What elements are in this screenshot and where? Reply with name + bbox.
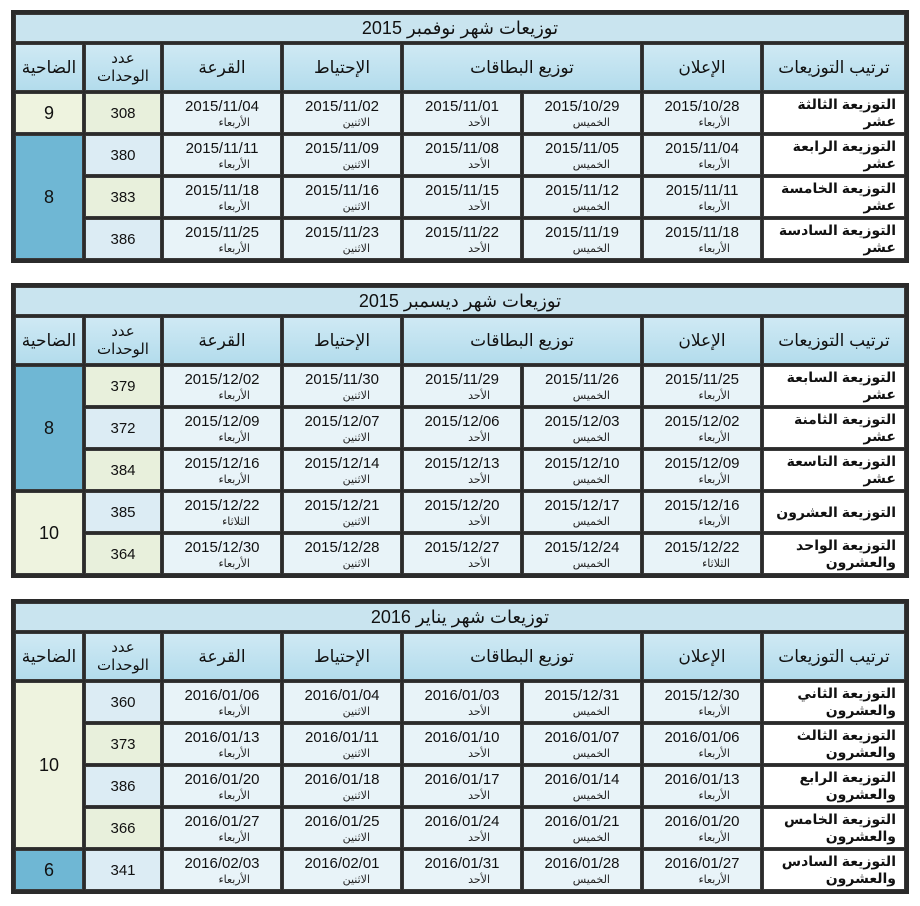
header-reserve: الإحتياط [283, 633, 401, 680]
table-row [15, 682, 905, 722]
table-row [15, 366, 905, 406]
header-order: ترتيب التوزيعات [763, 317, 905, 364]
header-cards: توزيع البطاقات [403, 317, 641, 364]
header-reserve: الإحتياط [283, 44, 401, 91]
lottery-cell: 2015/12/22 الثلاثاء [163, 492, 281, 532]
reserve-cell: 2015/12/28 الاثنين [283, 534, 401, 574]
reserve-cell: 2016/01/04 الاثنين [283, 682, 401, 722]
header-announce: الإعلان [643, 633, 761, 680]
announce-cell: 2015/11/11 الأربعاء [643, 177, 761, 217]
lottery-cell: 2015/12/09 الأربعاء [163, 408, 281, 448]
cards-cell-1: 2015/11/12 الخميس [523, 177, 641, 217]
cards-cell-2: 2015/11/22 الأحد [403, 219, 521, 259]
announce-cell: 2015/11/18 الأربعاء [643, 219, 761, 259]
cards-cell-2: 2015/12/13 الأحد [403, 450, 521, 490]
units-value: 360 [85, 682, 161, 722]
reserve-cell: 2016/02/01 الاثنين [283, 850, 401, 890]
table-row [15, 724, 905, 764]
cards-cell-1: 2016/01/14 الخميس [523, 766, 641, 806]
distribution-name: التوزيعة الواحد والعشرون [763, 534, 905, 574]
header-announce: الإعلان [643, 44, 761, 91]
header-order: ترتيب التوزيعات [763, 633, 905, 680]
sacrifice-value: 8 [15, 135, 83, 259]
table-row [15, 808, 905, 848]
header-units: عدد الوحدات [85, 633, 161, 680]
header-cards: توزيع البطاقات [403, 44, 641, 91]
reserve-cell: 2015/11/23 الاثنين [283, 219, 401, 259]
lottery-cell: 2015/11/04 الأربعاء [163, 93, 281, 133]
cards-cell-1: 2015/11/05 الخميس [523, 135, 641, 175]
reserve-cell: 2016/01/18 الاثنين [283, 766, 401, 806]
reserve-cell: 2016/01/25 الاثنين [283, 808, 401, 848]
cards-cell-2: 2015/11/15 الأحد [403, 177, 521, 217]
sacrifice-value: 10 [15, 682, 83, 848]
cards-cell-1: 2016/01/07 الخميس [523, 724, 641, 764]
units-value: 372 [85, 408, 161, 448]
cards-cell-1: 2016/01/28 الخميس [523, 850, 641, 890]
lottery-cell: 2015/11/11 الأربعاء [163, 135, 281, 175]
table-row [15, 219, 905, 259]
lottery-cell: 2016/01/20 الأربعاء [163, 766, 281, 806]
header-lottery: القرعة [163, 44, 281, 91]
reserve-cell: 2015/12/14 الاثنين [283, 450, 401, 490]
header-reserve: الإحتياط [283, 317, 401, 364]
cards-cell-2: 2015/12/06 الأحد [403, 408, 521, 448]
table-row [15, 850, 905, 890]
header-order: ترتيب التوزيعات [763, 44, 905, 91]
cards-cell-2: 2015/11/29 الأحد [403, 366, 521, 406]
reserve-cell: 2015/11/30 الاثنين [283, 366, 401, 406]
sacrifice-value: 9 [15, 93, 83, 133]
cards-cell-2: 2015/12/27 الأحد [403, 534, 521, 574]
distribution-name: التوزيعة الثالث والعشرون [763, 724, 905, 764]
units-value: 385 [85, 492, 161, 532]
table-row [15, 93, 905, 133]
distribution-name: التوزيعة الثامنة عشر [763, 408, 905, 448]
header-sacrifice: الضاحية [15, 44, 83, 91]
announce-cell: 2015/12/16 الأربعاء [643, 492, 761, 532]
lottery-cell: 2016/01/27 الأربعاء [163, 808, 281, 848]
announce-cell: 2016/01/20 الأربعاء [643, 808, 761, 848]
distribution-name: التوزيعة السادسة عشر [763, 219, 905, 259]
sacrifice-value: 6 [15, 850, 83, 890]
distribution-name: التوزيعة السادس والعشرون [763, 850, 905, 890]
distribution-name: التوزيعة السابعة عشر [763, 366, 905, 406]
cards-cell-2: 2016/01/24 الأحد [403, 808, 521, 848]
cards-cell-1: 2015/11/26 الخميس [523, 366, 641, 406]
announce-cell: 2015/11/25 الأربعاء [643, 366, 761, 406]
section-title: توزيعات شهر نوفمبر 2015 [15, 14, 905, 42]
distribution-name: التوزيعة الخامسة عشر [763, 177, 905, 217]
units-value: 383 [85, 177, 161, 217]
announce-cell: 2016/01/06 الأربعاء [643, 724, 761, 764]
schedule-table-jan-2016 [11, 599, 909, 894]
lottery-cell: 2015/12/16 الأربعاء [163, 450, 281, 490]
section-title: توزيعات شهر يناير 2016 [15, 603, 905, 631]
units-value: 379 [85, 366, 161, 406]
distribution-name: التوزيعة التاسعة عشر [763, 450, 905, 490]
header-units: عدد الوحدات [85, 317, 161, 364]
cards-cell-2: 2015/11/01 الأحد [403, 93, 521, 133]
cards-cell-1: 2015/12/31 الخميس [523, 682, 641, 722]
units-value: 308 [85, 93, 161, 133]
cards-cell-1: 2015/12/17 الخميس [523, 492, 641, 532]
cards-cell-1: 2015/10/29 الخميس [523, 93, 641, 133]
table-row [15, 177, 905, 217]
header-announce: الإعلان [643, 317, 761, 364]
cards-cell-1: 2016/01/21 الخميس [523, 808, 641, 848]
table-row [15, 135, 905, 175]
table-row [15, 492, 905, 532]
reserve-cell: 2015/11/16 الاثنين [283, 177, 401, 217]
header-lottery: القرعة [163, 317, 281, 364]
lottery-cell: 2016/01/13 الأربعاء [163, 724, 281, 764]
units-value: 380 [85, 135, 161, 175]
units-value: 386 [85, 219, 161, 259]
distribution-name: التوزيعة الثالثة عشر [763, 93, 905, 133]
distribution-name: التوزيعة الثاني والعشرون [763, 682, 905, 722]
cards-cell-2: 2016/01/17 الأحد [403, 766, 521, 806]
units-value: 386 [85, 766, 161, 806]
schedule-table-nov-2015 [11, 10, 909, 263]
table-row [15, 766, 905, 806]
lottery-cell: 2016/02/03 الأربعاء [163, 850, 281, 890]
units-value: 366 [85, 808, 161, 848]
header-units: عدد الوحدات [85, 44, 161, 91]
sacrifice-value: 10 [15, 492, 83, 574]
units-value: 341 [85, 850, 161, 890]
cards-cell-2: 2016/01/31 الأحد [403, 850, 521, 890]
table-row [15, 534, 905, 574]
cards-cell-1: 2015/12/03 الخميس [523, 408, 641, 448]
reserve-cell: 2015/11/02 الاثنين [283, 93, 401, 133]
announce-cell: 2015/12/02 الأربعاء [643, 408, 761, 448]
units-value: 364 [85, 534, 161, 574]
table-row [15, 450, 905, 490]
distribution-name: التوزيعة الرابعة عشر [763, 135, 905, 175]
cards-cell-1: 2015/11/19 الخميس [523, 219, 641, 259]
reserve-cell: 2015/11/09 الاثنين [283, 135, 401, 175]
reserve-cell: 2015/12/21 الاثنين [283, 492, 401, 532]
units-value: 373 [85, 724, 161, 764]
distribution-name: التوزيعة الرابع والعشرون [763, 766, 905, 806]
cards-cell-2: 2016/01/10 الأحد [403, 724, 521, 764]
announce-cell: 2015/10/28 الأربعاء [643, 93, 761, 133]
distribution-name: التوزيعة الخامس والعشرون [763, 808, 905, 848]
cards-cell-2: 2015/11/08 الأحد [403, 135, 521, 175]
table-row [15, 408, 905, 448]
announce-cell: 2015/12/30 الأربعاء [643, 682, 761, 722]
header-lottery: القرعة [163, 633, 281, 680]
units-value: 384 [85, 450, 161, 490]
announce-cell: 2016/01/27 الأربعاء [643, 850, 761, 890]
header-sacrifice: الضاحية [15, 317, 83, 364]
announce-cell: 2015/12/22 الثلاثاء [643, 534, 761, 574]
announce-cell: 2015/11/04 الأربعاء [643, 135, 761, 175]
header-sacrifice: الضاحية [15, 633, 83, 680]
lottery-cell: 2015/12/30 الأربعاء [163, 534, 281, 574]
section-title: توزيعات شهر ديسمبر 2015 [15, 287, 905, 315]
cards-cell-1: 2015/12/24 الخميس [523, 534, 641, 574]
lottery-cell: 2015/12/02 الأربعاء [163, 366, 281, 406]
distribution-name: التوزيعة العشرون [763, 492, 905, 532]
cards-cell-2: 2015/12/20 الأحد [403, 492, 521, 532]
reserve-cell: 2016/01/11 الاثنين [283, 724, 401, 764]
announce-cell: 2015/12/09 الأربعاء [643, 450, 761, 490]
lottery-cell: 2016/01/06 الأربعاء [163, 682, 281, 722]
reserve-cell: 2015/12/07 الاثنين [283, 408, 401, 448]
lottery-cell: 2015/11/25 الأربعاء [163, 219, 281, 259]
cards-cell-1: 2015/12/10 الخميس [523, 450, 641, 490]
header-cards: توزيع البطاقات [403, 633, 641, 680]
announce-cell: 2016/01/13 الأربعاء [643, 766, 761, 806]
schedule-table-dec-2015 [11, 283, 909, 578]
cards-cell-2: 2016/01/03 الأحد [403, 682, 521, 722]
sacrifice-value: 8 [15, 366, 83, 490]
lottery-cell: 2015/11/18 الأربعاء [163, 177, 281, 217]
